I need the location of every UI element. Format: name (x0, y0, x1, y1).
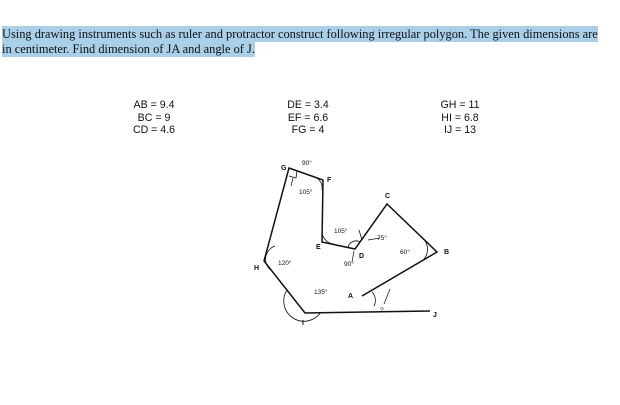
vertex-label-c: C (385, 193, 391, 200)
angle-label-g: 90° (302, 160, 312, 167)
dimension-cd: CD = 4.6 (132, 124, 176, 137)
angle-label-j: ? (380, 307, 384, 314)
question-line-2: in centimeter. Find dimension of JA and angle of J. (2, 42, 255, 57)
angle-label-d-bottom: 90° (344, 261, 354, 268)
dimension-ij: IJ = 13 (443, 124, 477, 137)
angle-label-e: 105° (334, 228, 348, 235)
angle-leaders (291, 178, 390, 304)
angle-label-i: 135° (314, 289, 328, 296)
vertex-label-j: J (433, 312, 437, 319)
vertex-label-i: I (302, 320, 304, 327)
polygon-outline (264, 168, 437, 313)
vertex-label-e: E (316, 244, 321, 251)
vertex-label-g: G (281, 165, 287, 172)
vertex-label-b: B (444, 249, 450, 256)
vertex-label-d: D (359, 253, 365, 260)
dimension-hi: HI = 6.8 (441, 111, 479, 124)
question-line-1: Using drawing instruments such as ruler and protractor construct following irregular polygon. The given dimensions are (2, 27, 598, 41)
angle-label-d-top: 75° (377, 235, 387, 242)
vertex-label-f: F (327, 177, 332, 184)
dimension-ab: AB = 9.4 (133, 99, 175, 111)
dimension-bc: BC = 9 (137, 111, 171, 124)
dimension-de: DE = 3.4 (287, 99, 329, 111)
angle-label-b: 60° (400, 249, 410, 256)
vertex-label-a: A (348, 293, 354, 300)
vertex-label-h: H (254, 265, 260, 272)
dimension-fg: FG = 4 (291, 124, 325, 137)
dimension-ef: EF = 6.6 (287, 111, 329, 124)
angle-label-f: 105° (299, 189, 313, 196)
angle-label-h: 120° (278, 260, 292, 267)
dimension-gh: GH = 11 (440, 99, 480, 111)
angle-arcs (266, 171, 428, 321)
